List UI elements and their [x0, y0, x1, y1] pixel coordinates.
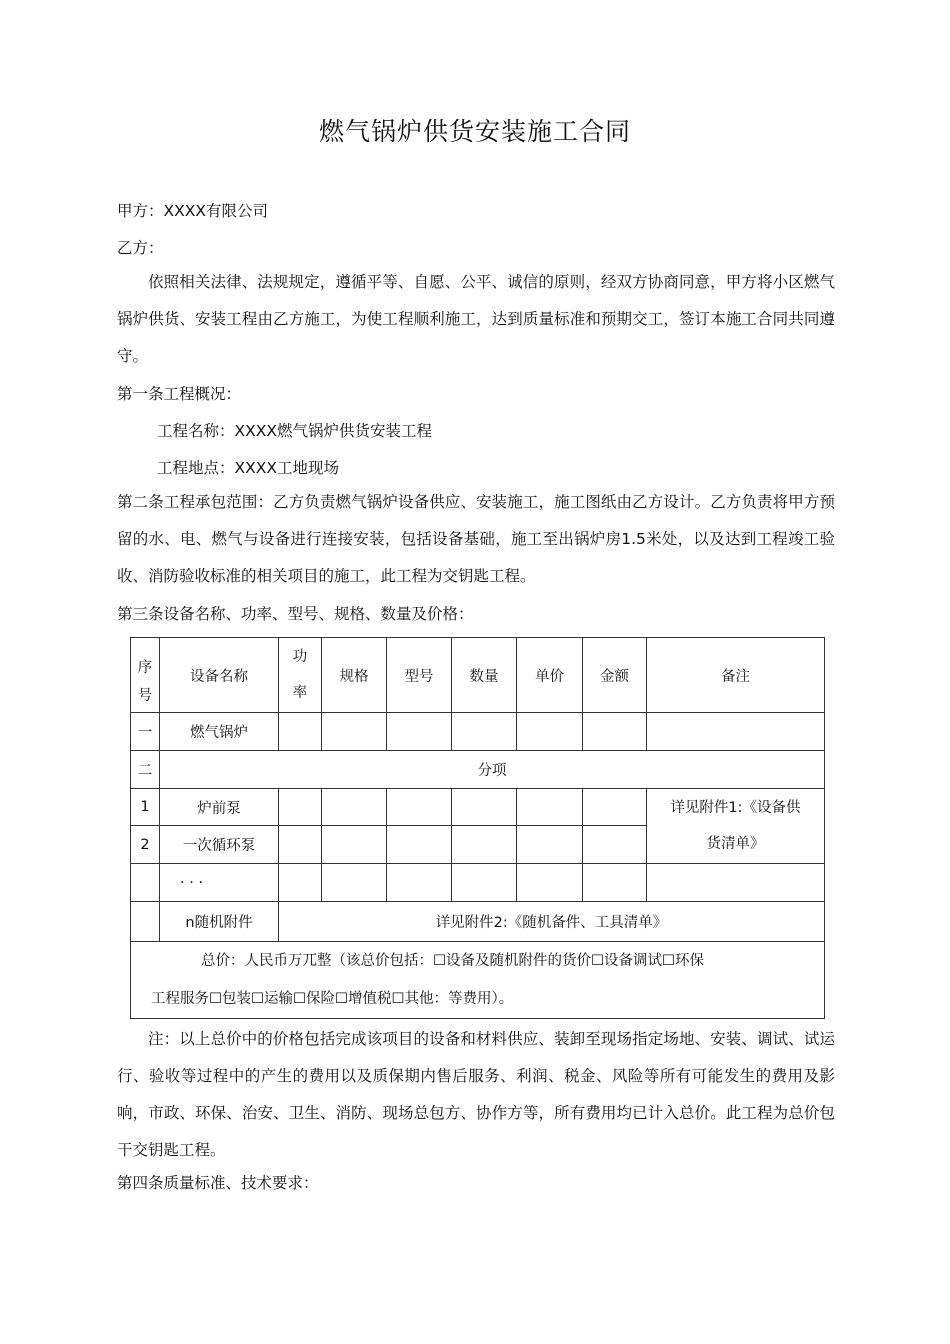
row3-name: 炉前泵	[160, 789, 279, 826]
header-seq-top: 序	[137, 660, 153, 676]
header-name: 设备名称	[160, 638, 279, 713]
empty-cell	[279, 789, 322, 826]
empty-cell	[583, 713, 647, 751]
total-price-cell	[131, 942, 825, 1019]
article2-paragraph	[117, 484, 835, 595]
header-unit-price: 单价	[517, 638, 583, 713]
empty-cell	[583, 826, 647, 864]
row6-name: n随机附件	[160, 902, 279, 942]
table-row	[131, 713, 825, 751]
empty-cell	[322, 864, 387, 902]
header-seq-bottom: 号	[137, 688, 153, 704]
note-paragraph	[117, 1021, 835, 1169]
header-remark: 备注	[647, 638, 825, 713]
row6-detail: 详见附件2:《随机备件、工具清单》	[279, 902, 825, 942]
empty-cell	[517, 864, 583, 902]
article1-project-location: 工程地点：XXXX工地现场	[157, 459, 339, 477]
row3-seq: 1	[131, 789, 160, 826]
row2-seq: 二	[131, 751, 160, 789]
empty-cell	[279, 864, 322, 902]
header-power-bottom: 率	[292, 685, 308, 701]
table-header-row	[131, 638, 825, 713]
article3-heading: 第三条设备名称、功率、型号、规格、数量及价格：	[117, 605, 474, 623]
empty-cell	[517, 789, 583, 826]
article4-heading: 第四条质量标准、技术要求：	[117, 1174, 319, 1192]
header-qty: 数量	[452, 638, 517, 713]
article1-heading: 第一条工程概况：	[117, 385, 242, 403]
header-power	[279, 638, 322, 713]
row1-seq: 一	[131, 713, 160, 751]
table-total-row	[131, 942, 825, 1019]
empty-cell	[322, 826, 387, 864]
total-price-line1: 总价：人民币万兀整（该总价包括：☐设备及随机附件的货价☐设备调试☐环保	[201, 953, 704, 969]
empty-cell	[517, 713, 583, 751]
table-row	[131, 751, 825, 789]
empty-cell	[387, 864, 452, 902]
empty-cell	[131, 902, 160, 942]
empty-cell	[647, 864, 825, 902]
header-power-top: 功	[292, 649, 308, 665]
empty-cell	[517, 826, 583, 864]
header-seq	[131, 638, 160, 713]
row2-subitems-label: 分项	[160, 751, 825, 789]
intro-paragraph	[117, 264, 835, 375]
header-model: 型号	[387, 638, 452, 713]
empty-cell	[279, 826, 322, 864]
table-row	[131, 902, 825, 942]
table-row	[131, 864, 825, 902]
party-a: 甲方：XXXX有限公司	[117, 202, 268, 220]
equipment-table	[130, 637, 825, 1019]
row1-name: 燃气锅炉	[160, 713, 279, 751]
article1-project-name: 工程名称：XXXX燃气锅炉供货安装工程	[157, 422, 432, 440]
empty-cell	[322, 789, 387, 826]
empty-cell	[387, 789, 452, 826]
empty-cell	[387, 826, 452, 864]
row4-seq: 2	[131, 826, 160, 864]
total-price-line2: 工程服务☐包装☐运输☐保险☐增值税☐其他：等费用）。	[151, 991, 514, 1007]
header-amount: 金额	[583, 638, 647, 713]
header-spec: 规格	[322, 638, 387, 713]
party-b: 乙方：	[117, 239, 164, 257]
remark-merged	[647, 789, 825, 864]
empty-cell	[279, 713, 322, 751]
document-title: 燃气锅炉供货安装施工合同	[318, 117, 631, 146]
empty-cell	[583, 789, 647, 826]
empty-cell	[452, 713, 517, 751]
row4-name: 一次循环泵	[160, 826, 279, 864]
note-text: 注：以上总价中的价格包括完成该项目的设备和材料供应、装卸至现场指定场地、安装、调试、试运行、验收等过程中的产生的费用以及质保期内售后服务、利润、税金、风险等所有可能发生的费用及影响，市政、环保、治安、卫生、消防、现场总包方、协作方等，所有费用均已计入总价。此工程为总价包干交钥匙工程。	[117, 1030, 835, 1159]
intro-text: 依照相关法律、法规规定，遵循平等、自愿、公平、诚信的原则，经双方协商同意，甲方将小区燃气锅炉供货、安装工程由乙方施工，为使工程顺利施工，达到质量标准和预期交工，签订本施工合同共同遵守。	[117, 273, 835, 365]
empty-cell	[387, 713, 452, 751]
article2-text: 第二条工程承包范围：乙方负责燃气锅炉设备供应、安装施工，施工图纸由乙方设计。乙方负责将甲方预留的水、电、燃气与设备进行连接安装，包括设备基础，施工至出锅炉房1.5米处，以及达到工程竣工验收、消防验收标准的相关项目的施工，此工程为交钥匙工程。	[117, 493, 835, 585]
remark-merged-top: 详见附件1:《设备供	[670, 800, 801, 816]
empty-cell	[131, 864, 160, 902]
empty-cell	[452, 789, 517, 826]
row5-ellipsis: · · ·	[160, 864, 279, 902]
table-row	[131, 789, 825, 826]
empty-cell	[452, 826, 517, 864]
remark-merged-bottom: 货清单》	[706, 836, 765, 852]
empty-cell	[583, 864, 647, 902]
empty-cell	[322, 713, 387, 751]
empty-cell	[452, 864, 517, 902]
empty-cell	[647, 713, 825, 751]
